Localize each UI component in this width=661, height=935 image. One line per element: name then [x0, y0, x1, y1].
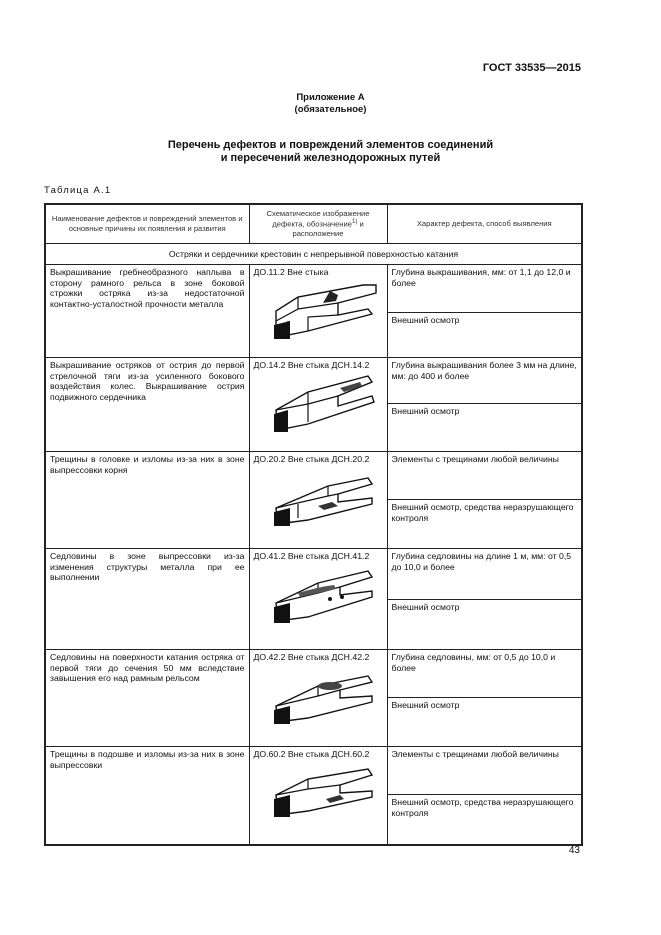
detection-method: Внешний осмотр: [387, 698, 582, 747]
defect-character: Глубина выкрашивания более 3 мм на длине, мм: до 400 и более: [387, 358, 582, 404]
defect-name: Трещины в подошве и изломы из-за них в зоне выпрессовки: [45, 747, 249, 845]
column-header-schematic-text2: и расположение: [292, 219, 364, 239]
footnote-ref: 1): [351, 219, 358, 226]
defect-schematic: [249, 747, 387, 845]
detection-method: Внешний осмотр: [387, 600, 582, 650]
rail-defect-drawing: [268, 763, 380, 819]
defect-character: Элементы с трещинами любой величины: [387, 452, 582, 500]
defect-name: Седловины на поверхности катания остряка от первой тяги до сечения 50 мм вследствие завышения его над рамным рельсом: [45, 650, 249, 747]
defect-character: Элементы с трещинами любой величины: [387, 747, 582, 795]
page-number: 43: [568, 845, 580, 856]
appendix-subtitle: (обязательное): [294, 104, 367, 115]
rail-defect-drawing: [268, 281, 380, 341]
section-title: Остряки и сердечники крестовин с непрерывной поверхностью катания: [45, 243, 582, 265]
table-label: Таблица А.1: [44, 185, 112, 196]
column-header-character: Характер дефекта, способ выявления: [387, 204, 582, 243]
column-header-schematic: [249, 204, 387, 243]
defect-name: Выкрашивание остряков от острия до первой стрелочной тяги из-за усиленного бокового воздействия колес. Выкрашивание острия подвижного сердечника: [45, 358, 249, 452]
table-row: [45, 747, 582, 795]
rail-defect-drawing: [268, 468, 380, 528]
defect-code: ДО.60.2 Вне стыка ДСН.60.2: [253, 749, 370, 759]
defect-character: Глубина седловины на длине 1 м, мм: от 0,5 до 10,0 и более: [387, 549, 582, 600]
defect-code: ДО.41.2 Вне стыка ДСН.41.2: [253, 551, 370, 561]
defect-schematic: [249, 452, 387, 549]
defect-name: Седловины в зоне выпрессовки из-за изменения структуры металла при ее выполнении: [45, 549, 249, 650]
defect-character: Глубина выкрашивания, мм: от 1,1 до 12,0 и более: [387, 265, 582, 313]
table-row: [45, 452, 582, 500]
table-row: [45, 358, 582, 404]
column-header-schematic-text: Схематическое изображение дефекта, обозначение: [266, 209, 370, 229]
defect-schematic: [249, 358, 387, 452]
rail-defect-drawing: [268, 565, 380, 625]
document-title-line1: Перечень дефектов и повреждений элементов соединений: [167, 139, 494, 151]
defect-schematic: [249, 549, 387, 650]
table-row: [45, 265, 582, 313]
defect-schematic: [249, 650, 387, 747]
detection-method: Внешний осмотр: [387, 313, 582, 358]
document-title: [0, 139, 661, 165]
defect-code: ДО.42.2 Вне стыка ДСН.42.2: [253, 652, 370, 662]
defects-table: [44, 203, 583, 846]
appendix-title: Приложение А: [296, 92, 365, 103]
table-row: [45, 650, 582, 698]
defect-character: Глубина седловины, мм: от 0,5 до 10,0 и более: [387, 650, 582, 698]
detection-method: Внешний осмотр: [387, 404, 582, 452]
standard-header: ГОСТ 33535—2015: [482, 62, 581, 74]
rail-defect-drawing: [268, 374, 380, 434]
detection-method: Внешний осмотр, средства неразрушающего контроля: [387, 795, 582, 845]
table-row: [45, 549, 582, 600]
rail-defect-drawing: [268, 666, 380, 726]
section-row: [45, 243, 582, 265]
defect-name: Трещины в головке и изломы из-за них в зоне выпрессовки корня: [45, 452, 249, 549]
document-title-line2: и пересечений железнодорожных путей: [220, 152, 441, 164]
table-header-row: [45, 204, 582, 243]
defect-code: ДО.20.2 Вне стыка ДСН.20.2: [253, 454, 370, 464]
detection-method: Внешний осмотр, средства неразрушающего контроля: [387, 500, 582, 549]
defect-code: ДО.14.2 Вне стыка ДСН.14.2: [253, 360, 370, 370]
defect-code: ДО.11.2 Вне стыка: [253, 267, 329, 277]
column-header-name: Наименование дефектов и повреждений элементов и основные причины их появления и развития: [45, 204, 249, 243]
defect-schematic: [249, 265, 387, 358]
defect-name: Выкрашивание гребнеобразного наплыва в сторону рамного рельса в зоне боковой строжки остряка из-за недостаточной контактно-усталостной прочности металла: [45, 265, 249, 358]
